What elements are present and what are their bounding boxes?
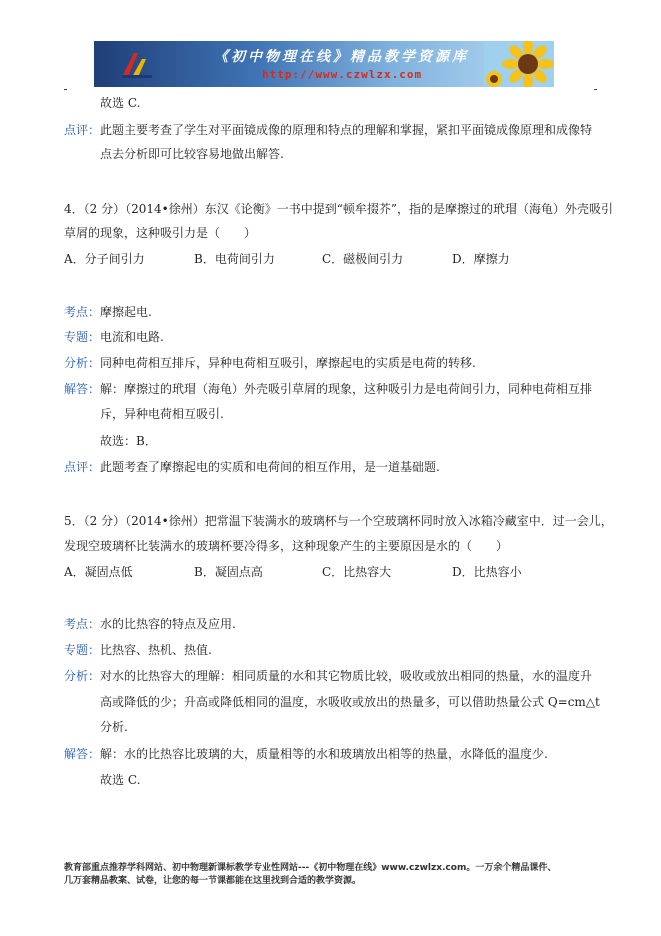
q5-option-c: C．比热容大 [322, 565, 392, 579]
q4-stem-line1: 4．（2 分）（2014•徐州）东汉《论衡》一书中提到“顿牟掇芥”，指的是摩擦过的玳瑁（海龟）外壳吸引 [64, 202, 613, 216]
header-banner [94, 41, 554, 87]
q4-fenxi-label: 分析： [64, 356, 101, 370]
footer-line2: 几万套精品教案、试卷，让您的每一节课都能在这里找到合适的教学资源。 [64, 876, 362, 886]
q4-dianping-label: 点评： [64, 460, 101, 474]
q4-zhuanti-label: 专题： [64, 330, 101, 344]
q5-fenxi-line1: 对水的比热容大的理解：相同质量的水和其它物质比较，吸收或放出相同的热量，水的温度升 [100, 669, 593, 683]
q5-fenxi-label: 分析： [64, 669, 101, 683]
q4-option-c: C．磁极间引力 [322, 252, 404, 266]
page-footer [64, 862, 624, 888]
sunflower-icon [484, 41, 554, 87]
q5-zhuanti: 比热容、热机、热值. [100, 643, 212, 657]
q5-zhuanti-label: 专题： [64, 643, 101, 657]
q4-option-a: A．分子间引力 [64, 252, 145, 266]
site-logo-icon [120, 49, 154, 79]
q4-dianping: 此题考查了摩擦起电的实质和电荷间的相互作用，是一道基础题. [100, 460, 440, 474]
q3-answer: 故选 C. [100, 96, 141, 110]
q4-jieda-label: 解答： [64, 382, 101, 396]
q4-jieda-line1: 解：摩擦过的玳瑁（海龟）外壳吸引草屑的现象，这种吸引力是电荷间引力，同种电荷相互排 [100, 382, 593, 396]
footer-line1: 教育部重点推荐学科网站、初中物理新课标教学专业性网站---《初中物理在线》www.czwlzx.com。一万余个精品课件、 [64, 863, 557, 873]
q4-zhuanti: 电流和电路. [100, 330, 164, 344]
q3-comment-line1: 此题主要考查了学生对平面镜成像的原理和特点的理解和掌握，紧扣平面镜成像原理和成像特 [100, 123, 593, 137]
q5-stem-line2: 发现空玻璃杯比装满水的玻璃杯要冷得多，这种现象产生的主要原因是水的（ ） [64, 539, 509, 553]
q5-answer: 故选 C. [100, 773, 141, 787]
q4-answer: 故选：B． [100, 434, 157, 448]
q4-jieda-line2: 斥，异种电荷相互吸引. [100, 407, 224, 421]
q5-fenxi-line3: 分析. [100, 720, 128, 734]
header-url[interactable]: http://www.czwlzx.com [262, 68, 423, 81]
q5-option-a: A．凝固点低 [64, 565, 133, 579]
q5-kaodian: 水的比热容的特点及应用. [100, 617, 236, 631]
q5-kaodian-label: 考点： [64, 617, 101, 631]
q4-stem-line2: 草屑的现象，这种吸引力是（ ） [64, 226, 257, 240]
q3-comment-line2: 点去分析即可比较容易地做出解答. [100, 147, 284, 161]
q4-option-d: D．摩擦力 [452, 252, 510, 266]
q4-kaodian: 摩擦起电. [100, 305, 152, 319]
q4-option-b: B．电荷间引力 [194, 252, 275, 266]
q5-jieda-label: 解答： [64, 747, 101, 761]
q5-jieda: 解：水的比热容比玻璃的大，质量相等的水和玻璃放出相等的热量，水降低的温度少. [100, 747, 548, 761]
q5-option-b: B．凝固点高 [194, 565, 263, 579]
q5-fenxi-line2: 高或降低的少；升高或降低相同的温度，水吸收或放出的热量多，可以借助热量公式 Q=cm△t [100, 695, 600, 709]
q5-option-d: D．比热容小 [452, 565, 522, 579]
header-rule [64, 89, 597, 90]
header-title: 《初中物理在线》精品教学资源库 [214, 49, 469, 65]
q4-kaodian-label: 考点： [64, 305, 101, 319]
q5-stem-line1: 5．（2 分）（2014•徐州）把常温下装满水的玻璃杯与一个空玻璃杯同时放入冰箱冷藏室中．过一会儿， [64, 514, 613, 528]
q3-comment-label: 点评： [64, 123, 101, 137]
q4-fenxi: 同种电荷相互排斥，异种电荷相互吸引，摩擦起电的实质是电荷的转移. [100, 356, 476, 370]
